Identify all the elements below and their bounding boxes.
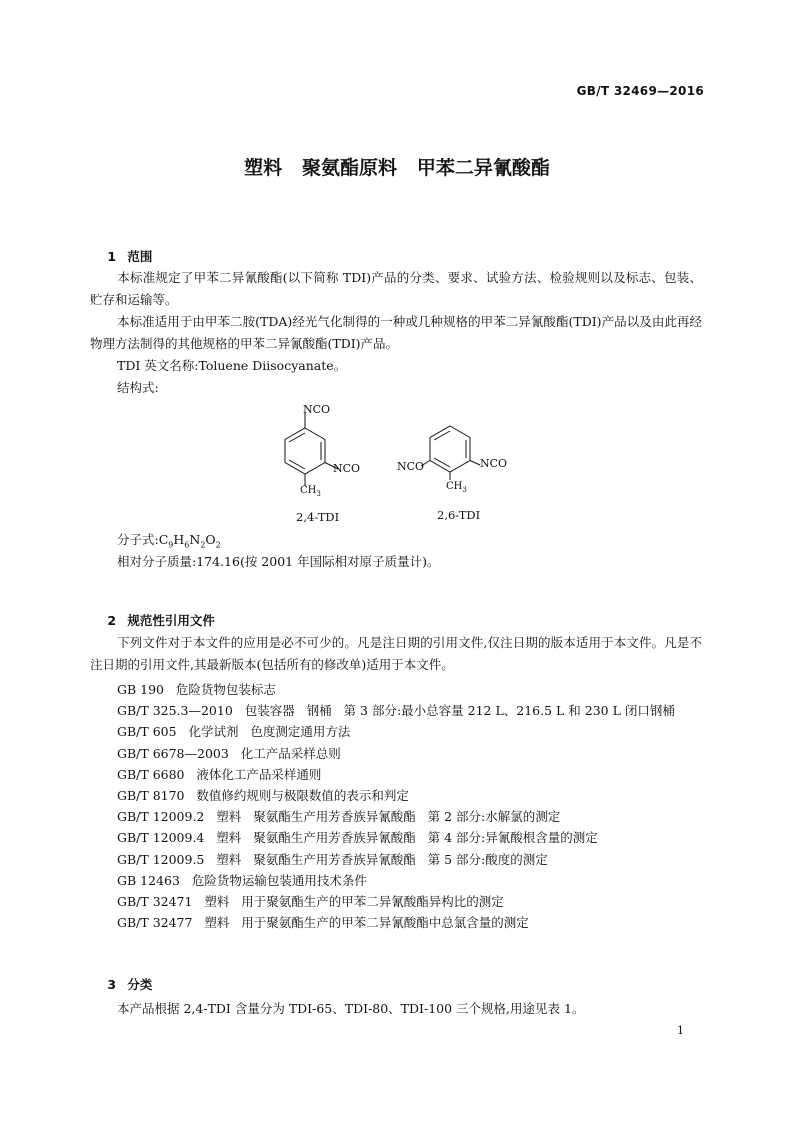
- scope-paragraph-2: [90, 311, 702, 355]
- scope-paragraph-1: [90, 267, 702, 311]
- methyl-label: $CH_3$: [300, 485, 321, 498]
- section-number: 2: [107, 613, 117, 628]
- document-title: 塑料 聚氨酯原料 甲苯二异氰酸酯: [244, 157, 550, 179]
- nco-label: NCO: [303, 403, 331, 416]
- reference-item: GB/T 6680 液体化工产品采样通则: [117, 767, 322, 782]
- molecular-formula: 分子式$:C_9H_6N_2O_2$: [117, 532, 221, 550]
- section-number: 3: [107, 977, 117, 992]
- references-intro: [90, 632, 702, 676]
- reference-item: GB/T 605 化学试剂 色度测定通用方法: [117, 724, 351, 739]
- structure-2-6-tdi: [421, 426, 480, 480]
- english-name-line: TDI 英文名称:Toluene Diisocyanate。: [117, 358, 347, 373]
- section-number: 1: [107, 249, 117, 264]
- section-title: 范围: [127, 249, 153, 264]
- reference-item: GB/T 325.3—2010 包装容器 钢桶 第 3 部分:最小总容量 212 L、216.5 L 和 230 L 闭口钢桶: [117, 703, 675, 718]
- nco-label: NCO: [397, 460, 425, 473]
- nco-label: NCO: [333, 462, 361, 475]
- reference-item: GB/T 12009.2 塑料 聚氨酯生产用芳香族异氰酸酯 第 2 部分:水解氯的测定: [117, 809, 561, 824]
- molecular-mass-line: 相对分子质量:174.16(按 2001 年国际相对原子质量计)。: [117, 554, 440, 569]
- structure-label: 结构式:: [117, 380, 159, 395]
- nco-label: NCO: [480, 457, 508, 470]
- methyl-label: $CH_3$: [446, 481, 467, 494]
- structure-2-4-tdi: [285, 412, 338, 486]
- paragraph-text: 下列文件对于本文件的应用是必不可少的。凡是注日期的引用文件,仅注日期的版本适用于本文件。凡是不注日期的引用文件,其最新版本(包括所有的修改单)适用于本文件。: [90, 635, 702, 672]
- page-number: 1: [677, 1024, 684, 1037]
- reference-item: GB/T 32477 塑料 用于聚氨酯生产的甲苯二异氰酸酯中总氯含量的测定: [117, 915, 529, 930]
- reference-item: GB/T 6678—2003 化工产品采样总则: [117, 746, 341, 761]
- classification-paragraph: 本产品根据 2,4-TDI 含量分为 TDI-65、TDI-80、TDI-100 三个规格,用途见表 1。: [117, 1001, 585, 1016]
- structure-caption: 2,4-TDI: [296, 510, 340, 524]
- reference-item: GB/T 8170 数值修约规则与极限数值的表示和判定: [117, 788, 409, 803]
- paragraph-text: 本标准适用于由甲苯二胺(TDA)经光气化制得的一种或几种规格的甲苯二异氰酸酯(TDI)产品以及由此再经物理方法制得的其他规格的甲苯二异氰酸酯(TDI)产品。: [90, 314, 702, 351]
- structural-formulas: [0, 398, 794, 528]
- reference-item: GB/T 12009.4 塑料 聚氨酯生产用芳香族异氰酸酯 第 4 部分:异氰酸根含量的测定: [117, 830, 598, 845]
- reference-item: GB 12463 危险货物运输包装通用技术条件: [117, 873, 367, 888]
- section-title: 分类: [127, 977, 153, 992]
- standard-number: GB/T 32469—2016: [576, 84, 704, 98]
- reference-item: GB 190 危险货物包装标志: [117, 682, 276, 697]
- paragraph-text: 本标准规定了甲苯二异氰酸酯(以下简称 TDI)产品的分类、要求、试验方法、检验规则以及标志、包装、贮存和运输等。: [90, 270, 702, 307]
- reference-item: GB/T 32471 塑料 用于聚氨酯生产的甲苯二异氰酸酯异构比的测定: [117, 894, 504, 909]
- reference-item: GB/T 12009.5 塑料 聚氨酯生产用芳香族异氰酸酯 第 5 部分:酸度的测定: [117, 852, 548, 867]
- structure-caption: 2,6-TDI: [437, 508, 481, 522]
- section-title: 规范性引用文件: [127, 613, 215, 628]
